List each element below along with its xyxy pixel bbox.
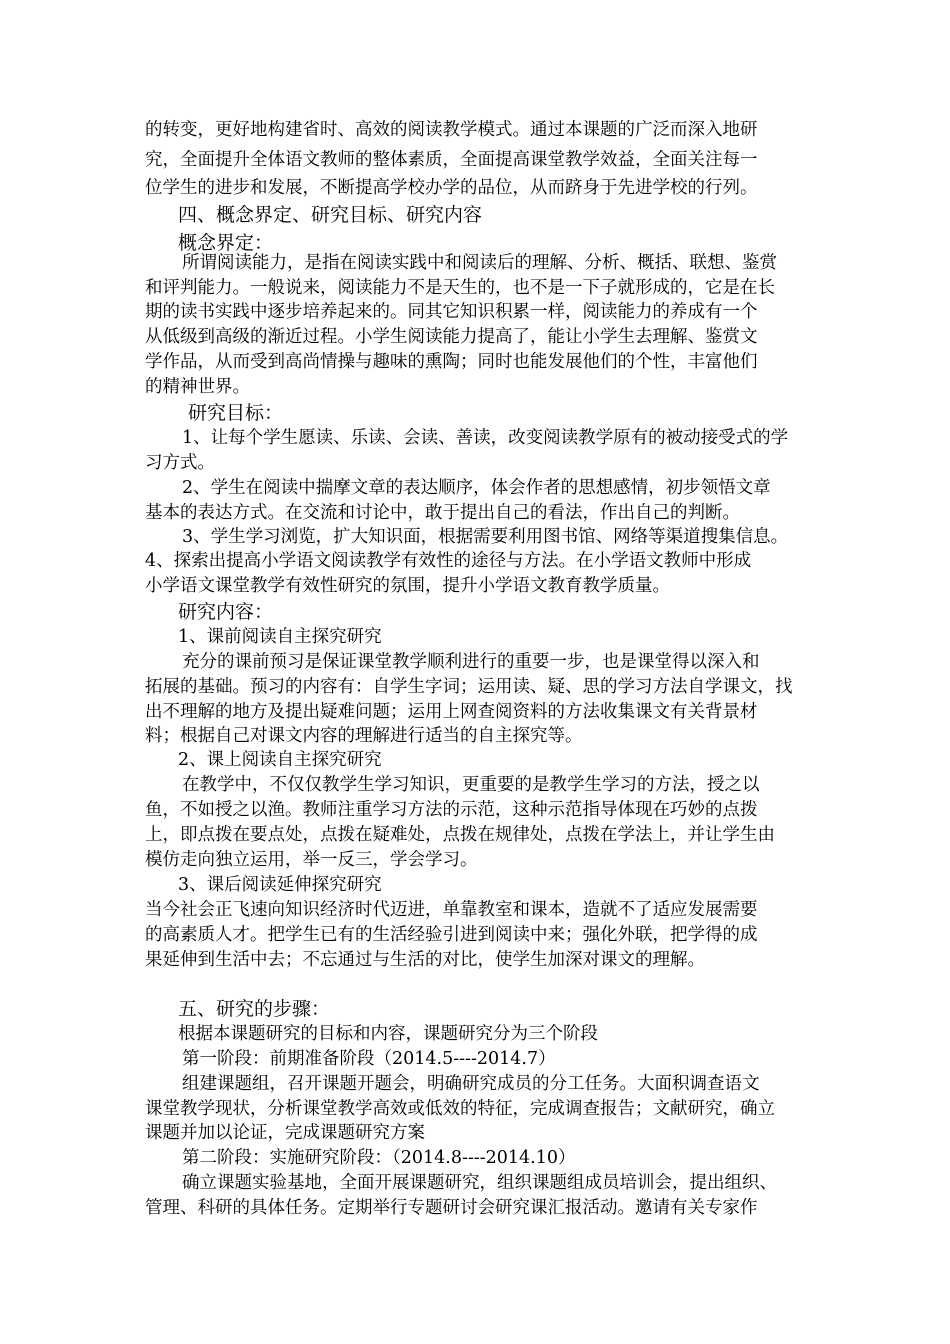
paragraph-line: 位学生的进步和发展，不断提高学校办学的品位，从而跻身于先进学校的行列。 [145,178,758,198]
paragraph-line: 当今社会正飞速向知识经济时代迈进，单靠教室和课本，造就不了适应发展需要 [145,900,758,920]
paragraph-line: 课堂教学现状，分析课堂教学高效或低效的特征，完成调查报告；文献研究，确立 [145,1099,775,1119]
paragraph-line: 期的读书实践中逐步培养起来的。同其它知识积累一样，阅读能力的养成有一个 [145,302,758,322]
paragraph-line: 课题并加以论证，完成课题研究方案 [145,1123,425,1143]
paragraph-line: 上，即点拨在要点处，点拨在疑难处，点拨在规律处，点拨在学法上，并让学生由 [145,825,775,845]
paragraph-line: 习方式。 [145,453,215,473]
section-heading: 四、概念界定、研究目标、研究内容 [178,204,483,226]
list-heading: 2、课上阅读自主探究研究 [178,750,382,770]
paragraph-line: 组建课题组，召开课题开题会，明确研究成员的分工任务。大面积调查语文 [182,1074,760,1094]
section-heading: 五、研究的步骤： [178,998,331,1020]
paragraph-line: 料；根据自己对课文内容的理解进行适当的自主探究等。 [145,726,583,746]
paragraph-line: 模仿走向独立运用，举一反三，学会学习。 [145,850,478,870]
list-heading: 3、课后阅读延伸探究研究 [178,875,382,895]
paragraph-line: 拓展的基础。预习的内容有：自学生字词；运用读、疑、思的学习方法自学课文，找 [145,677,793,697]
paragraph-line: 的转变，更好地构建省时、高效的阅读教学模式。通过本课题的广泛而深入地研 [145,120,758,140]
paragraph-line: 管理、科研的具体任务。定期举行专题研讨会研究课汇报活动。邀请有关专家作 [145,1198,758,1218]
paragraph-line: 所谓阅读能力，是指在阅读实践中和阅读后的理解、分析、概括、联想、鉴赏 [182,253,777,273]
phase-heading: 第二阶段：实施研究阶段：（2014.8----2014.10） [182,1148,576,1168]
paragraph-line: 小学语文课堂教学有效性研究的氛围，提升小学语文教育教学质量。 [145,576,670,596]
paragraph-line: 3、学生学习浏览，扩大知识面，根据需要利用图书馆、网络等渠道搜集信息。 [182,527,789,547]
subsection-heading: 概念界定： [178,232,274,254]
paragraph-line: 在教学中，不仅仅教学生学习知识，更重要的是教学生学习的方法，授之以 [182,775,760,795]
paragraph-line: 学作品，从而受到高尚情操与趣味的熏陶；同时也能发展他们的个性，丰富他们 [145,352,758,372]
list-heading: 1、课前阅读自主探究研究 [178,627,382,647]
subsection-heading: 研究目标： [188,402,284,424]
paragraph-line: 果延伸到生活中去；不忘通过与生活的对比，使学生加深对课文的理解。 [145,950,705,970]
paragraph-line: 确立课题实验基地，全面开展课题研究，组织课题组成员培训会，提出组织、 [182,1173,777,1193]
paragraph-line: 鱼，不如授之以渔。教师注重学习方法的示范，这种示范指导体现在巧妙的点拨 [145,800,758,820]
phase-heading: 第一阶段：前期准备阶段（2014.5----2014.7） [182,1049,556,1069]
paragraph-line: 究，全面提升全体语文教师的整体素质，全面提高课堂教学效益，全面关注每一 [145,150,758,170]
paragraph-line: 的高素质人才。把学生已有的生活经验引进到阅读中来；强化外联，把学得的成 [145,925,758,945]
paragraph-line: 和评判能力。一般说来，阅读能力不是天生的，也不是一下子就形成的，它是在长 [145,278,775,298]
paragraph-line: 从低级到高级的渐近过程。小学生阅读能力提高了，能让小学生去理解、鉴赏文 [145,327,758,347]
paragraph-line: 根据本课题研究的目标和内容，课题研究分为三个阶段 [178,1024,598,1044]
paragraph-line: 2、学生在阅读中揣摩文章的表达顺序，体会作者的思想感情，初步领悟文章 [182,478,771,498]
paragraph-line: 4、探索出提高小学语文阅读教学有效性的途径与方法。在小学语文教师中形成 [145,551,752,571]
paragraph-line: 充分的课前预习是保证课堂教学顺利进行的重要一步，也是课堂得以深入和 [182,652,760,672]
paragraph-line: 基本的表达方式。在交流和讨论中，敢于提出自己的看法，作出自己的判断。 [145,503,740,523]
paragraph-line: 出不理解的地方及提出疑难问题；运用上网查阅资料的方法收集课文有关背景材 [145,702,758,722]
paragraph-line: 1、让每个学生愿读、乐读、会读、善读，改变阅读教学原有的被动接受式的学 [182,428,789,448]
subsection-heading: 研究内容： [178,601,274,623]
paragraph-line: 的精神世界。 [145,377,250,397]
